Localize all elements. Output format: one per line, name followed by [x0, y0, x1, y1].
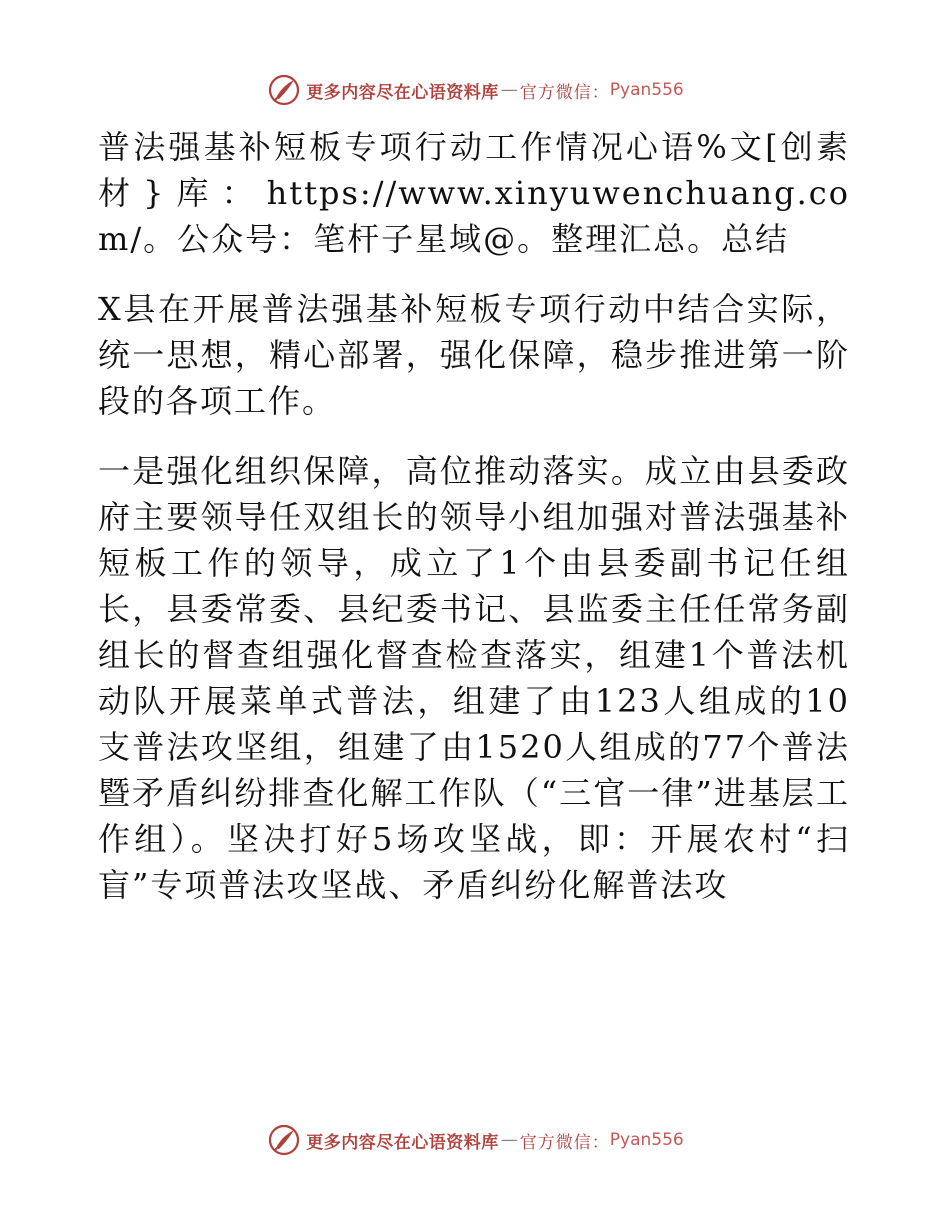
paragraph-intro: X县在开展普法强基补短板专项行动中结合实际，统一思想，精心部署，强化保障，稳步推进第一阶段的各项工作。 [98, 290, 850, 420]
banner-dash: — [500, 1130, 518, 1150]
banner-wechat-label: 官方微信： [519, 82, 610, 103]
banner-dash: — [500, 80, 518, 100]
header-banner [0, 70, 950, 110]
banner-title: 更多内容尽在心语资料库 [306, 82, 499, 103]
document-body [98, 124, 850, 908]
banner-wechat-id: Pyan556 [609, 80, 684, 100]
banner-title: 更多内容尽在心语资料库 [306, 1132, 499, 1153]
banner-wechat-label: 官方微信： [519, 1132, 610, 1153]
paragraph-title: 普法强基补短板专项行动工作情况心语%文[创素材}库：https://www.xinyuwenchuang.com/。公众号：笔杆子星域@。整理汇总。总结 [98, 128, 850, 258]
paragraph-first-point: 一是强化组织保障，高位推动落实。成立由县委政府主要领导任双组长的领导小组加强对普法强基补短板工作的领导，成立了1个由县委副书记任组长，县委常委、县纪委书记、县监委主任任常务副组长的督查组强化督查检查落实，组建1个普法机动队开展菜单式普法，组建了由123人组成的10支普法攻坚组，组建了由1520人组成的77个普法暨矛盾纠纷排查化解工作队（“三官一律”进基层工作组）。坚决打好5场攻坚战，即：开展农村“扫盲”专项普法攻坚战、矛盾纠纷化解普法攻 [98, 452, 850, 904]
quill-logo-icon [266, 72, 302, 108]
footer-banner [0, 1120, 950, 1160]
quill-logo-icon [266, 1122, 302, 1158]
banner-wechat-id: Pyan556 [609, 1130, 684, 1150]
